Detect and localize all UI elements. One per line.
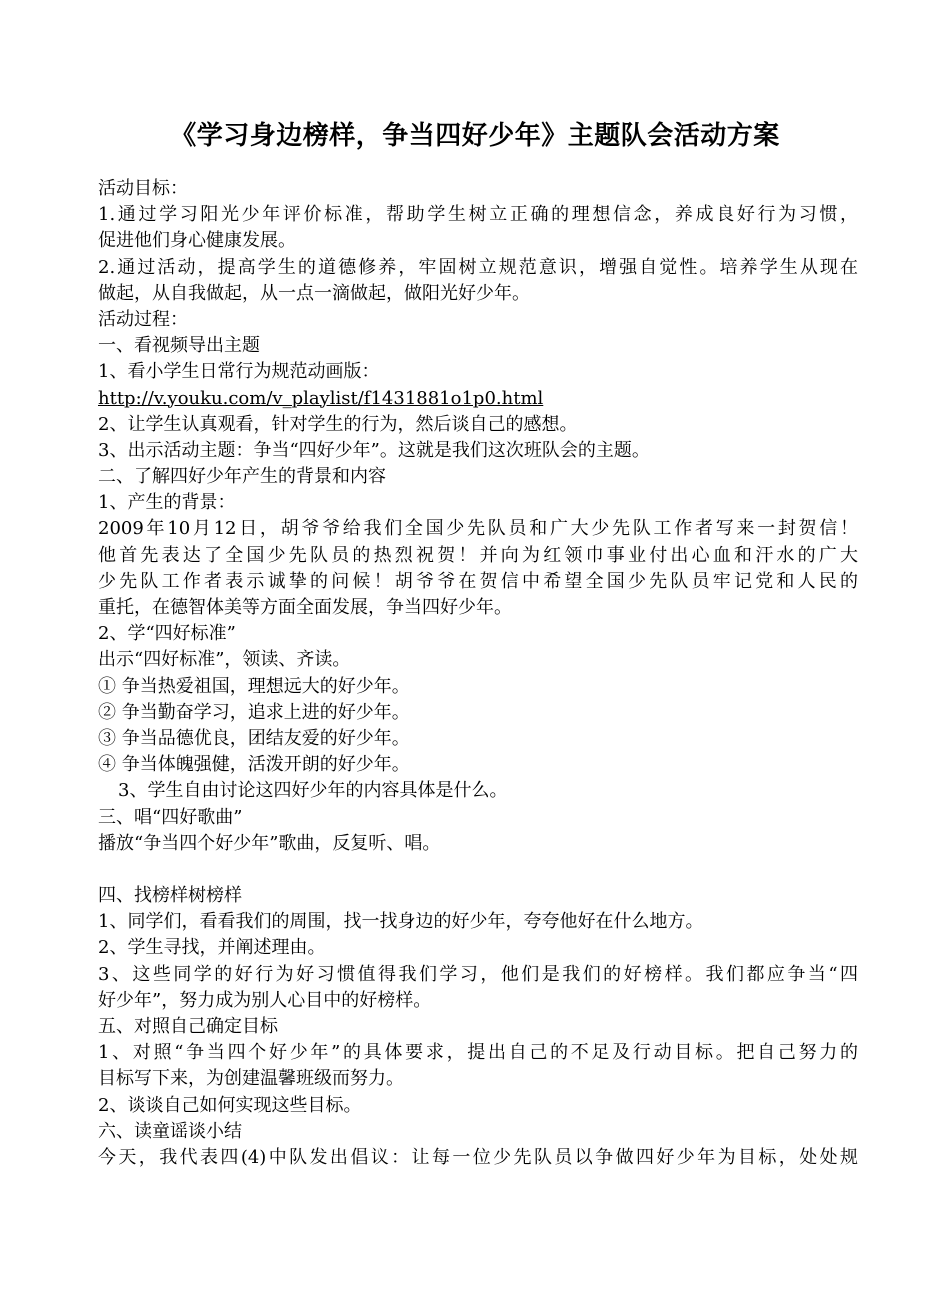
paragraph-line: 出示“四好标准”，领读、齐读。 <box>98 649 351 671</box>
paragraph-line: 1、对照“争当四个好少年”的具体要求，提出自己的不足及行动目标。把自己努力的 <box>98 1042 858 1064</box>
document-title: 《学习身边榜样，争当四好少年》主题队会活动方案 <box>170 121 780 151</box>
list-item: ② 争当勤奋学习，追求上进的好少年。 <box>98 701 410 723</box>
paragraph-line: 重托，在德智体美等方面全面发展，争当四好少年。 <box>98 597 512 618</box>
paragraph-line: 做起，从自我做起，从一点一滴做起，做阳光好少年。 <box>98 282 530 304</box>
paragraph-line: 2009年10月12日，胡爷爷给我们全国少先队员和广大少先队工作者写来一封贺信！ <box>98 518 858 540</box>
section-heading-6: 六、读童谣谈小结 <box>98 1120 242 1142</box>
section-heading-5: 五、对照自己确定目标 <box>98 1016 278 1037</box>
paragraph-line: 1、产生的背景： <box>98 492 236 514</box>
paragraph-line: 3、这些同学的好行为好习惯值得我们学习，他们是我们的好榜样。我们都应争当“四 <box>98 963 858 985</box>
section-heading-process: 活动过程： <box>98 308 188 330</box>
paragraph-line: 2、学生寻找，并阐述理由。 <box>98 937 326 959</box>
list-item: ① 争当热爱祖国，理想远大的好少年。 <box>98 675 410 697</box>
paragraph-line: 1、看小学生日常行为规范动画版： <box>98 361 380 383</box>
list-item: ④ 争当体魄强健，活泼开朗的好少年。 <box>98 754 410 776</box>
paragraph-line: 少先队工作者表示诚挚的问候！胡爷爷在贺信中希望全国少先队员牢记党和人民的 <box>98 570 858 592</box>
section-heading-4: 四、找榜样树榜样 <box>98 885 242 907</box>
paragraph-line: 他首先表达了全国少先队员的热烈祝贺！并向为红领巾事业付出心血和汗水的广大 <box>98 544 858 566</box>
paragraph-line: 2、谈谈自己如何实现这些目标。 <box>98 1094 362 1116</box>
paragraph-line: 促进他们身心健康发展。 <box>98 230 296 252</box>
paragraph-line: 1、同学们，看看我们的周围，找一找身边的好少年，夸夸他好在什么地方。 <box>98 911 704 933</box>
paragraph-line: 目标写下来，为创建温馨班级而努力。 <box>98 1068 404 1090</box>
document-body <box>98 176 858 1171</box>
section-heading-3: 三、唱“四好歌曲” <box>98 806 243 828</box>
list-item: ③ 争当品德优良，团结友爱的好少年。 <box>98 727 410 749</box>
video-link[interactable]: http://v.youku.com/v_playlist/f1431881o1p0.html <box>98 387 544 409</box>
paragraph-line: 2.通过活动，提高学生的道德修养，牢固树立规范意识，增强自觉性。培养学生从现在 <box>98 256 858 278</box>
paragraph-line: 2、让学生认真观看，针对学生的行为，然后谈自己的感想。 <box>98 413 578 435</box>
blank-line <box>98 857 858 883</box>
paragraph-line: 好少年”，努力成为别人心目中的好榜样。 <box>98 989 432 1011</box>
section-heading-2: 二、了解四好少年产生的背景和内容 <box>98 466 386 488</box>
paragraph-line: 3、学生自由讨论这四好少年的内容具体是什么。 <box>118 780 508 802</box>
paragraph-line: 今天，我代表四(4)中队发出倡议：让每一位少先队员以争做四好少年为目标，处处规 <box>98 1146 858 1168</box>
section-heading-goals: 活动目标： <box>98 178 188 199</box>
paragraph-line: 播放“争当四个好少年”歌曲，反复听、唱。 <box>98 832 441 854</box>
paragraph-line: 3、出示活动主题：争当“四好少年”。这就是我们这次班队会的主题。 <box>98 439 650 461</box>
section-heading-1: 一、看视频导出主题 <box>98 335 260 357</box>
paragraph-line: 1.通过学习阳光少年评价标准，帮助学生树立正确的理想信念，养成良好行为习惯， <box>98 204 858 226</box>
paragraph-line: 2、学“四好标准” <box>98 623 236 645</box>
